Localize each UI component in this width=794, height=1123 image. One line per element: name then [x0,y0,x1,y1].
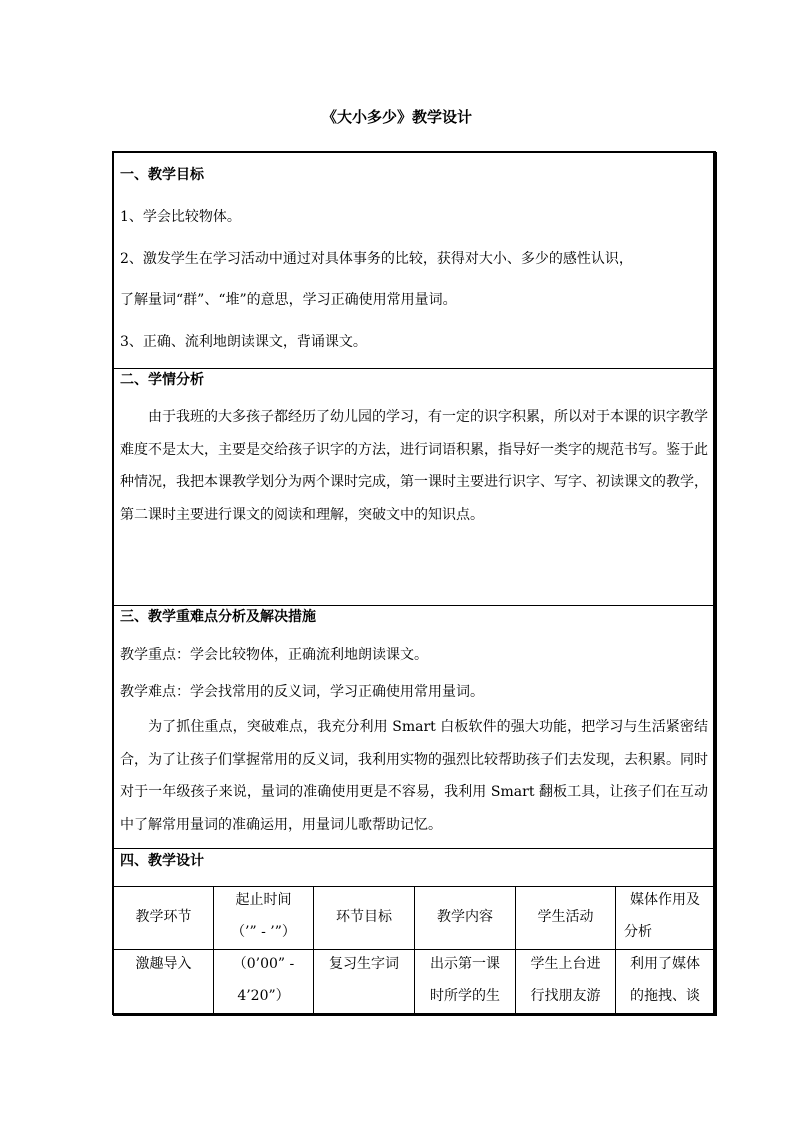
row1-activity-line-2: 行找朋友游 [530,988,601,1004]
row1-content-line-2: 时所学的生 [430,988,500,1004]
row1-time-line-1: （0’00” - [232,956,295,972]
goal-item-2-line-2: 了解量词“群”、“堆”的意思，学习正确使用常用量词。 [120,292,457,308]
divider-keypoints-design [112,848,716,849]
goal-item-2-line-1: 2、激发学生在学习活动中通过对具体事务的比较，获得对大小、多少的感性认识， [120,251,633,267]
keypoints-text: 为了抓住重点，突破难点，我充分利用 Smart 白板软件的强大功能，把学习与生活紧密结合，为了让孩子们掌握常用的反义词，我利用实物的强烈比较帮助孩子们去发现，去积累。同时对于一年级孩子来说，量词的准确使用更是不容易，我利用 Smart 翻板工具，让孩子们在互动中了解常用量词的准确运用，用量词儿歌帮助记忆。 [120,719,708,833]
row1-activity-line-1: 学生上台进 [530,956,601,972]
section-heading-goals: 一、教学目标 [120,167,204,183]
keypoints-paragraph [120,711,708,841]
analysis-text: 由于我班的大多孩子都经历了幼儿园的学习，有一定的识字积累，所以对于本课的识字教学难度不是太大，主要是交给孩子识字的方法，进行词语积累，指导好一类字的规范书写。鉴于此种情况，我把本课教学划分为两个课时完成，第一课时主要进行识字、写字、初读课文的教学，第二课时主要进行课文的阅读和理解，突破文中的知识点。 [120,409,708,523]
teaching-difficulty: 教学难点：学会找常用的反义词，学习正确使用常用量词。 [120,684,484,700]
col-header-content: 教学内容 [437,909,493,925]
goal-item-3: 3、正确、流利地朗读课文，背诵课文。 [120,334,367,350]
section-heading-analysis: 二、学情分析 [120,372,204,388]
col-header-media-line-2: 分析 [624,924,652,940]
row1-time-line-2: 4’20”） [237,988,290,1004]
divider-analysis-keypoints [112,605,716,606]
col-header-time-line-2: （’” - ’”） [231,924,296,940]
divider-goals-analysis [112,368,716,369]
section-heading-design: 四、教学设计 [120,853,204,869]
row1-stage: 激趣导入 [135,956,192,972]
row1-media-line-2: 的拖拽、谈 [630,988,700,1004]
col-header-goal: 环节目标 [336,909,392,925]
analysis-paragraph [120,401,708,531]
col-header-time-line-1: 起止时间 [235,892,292,908]
document-title: 《大小多少》教学设计 [321,108,472,126]
row1-media-line-1: 利用了媒体 [630,956,700,972]
col-header-activity: 学生活动 [537,909,594,925]
row1-goal: 复习生字词 [329,956,399,972]
teaching-focus: 教学重点：学会比较物体，正确流利地朗读课文。 [120,647,428,663]
row1-content-line-1: 出示第一课 [430,956,500,972]
section-heading-keypoints: 三、教学重难点分析及解决措施 [120,609,316,625]
col-header-media-line-1: 媒体作用及 [630,892,700,908]
goal-item-1: 1、学会比较物体。 [120,209,241,225]
col-header-stage: 教学环节 [135,909,192,925]
